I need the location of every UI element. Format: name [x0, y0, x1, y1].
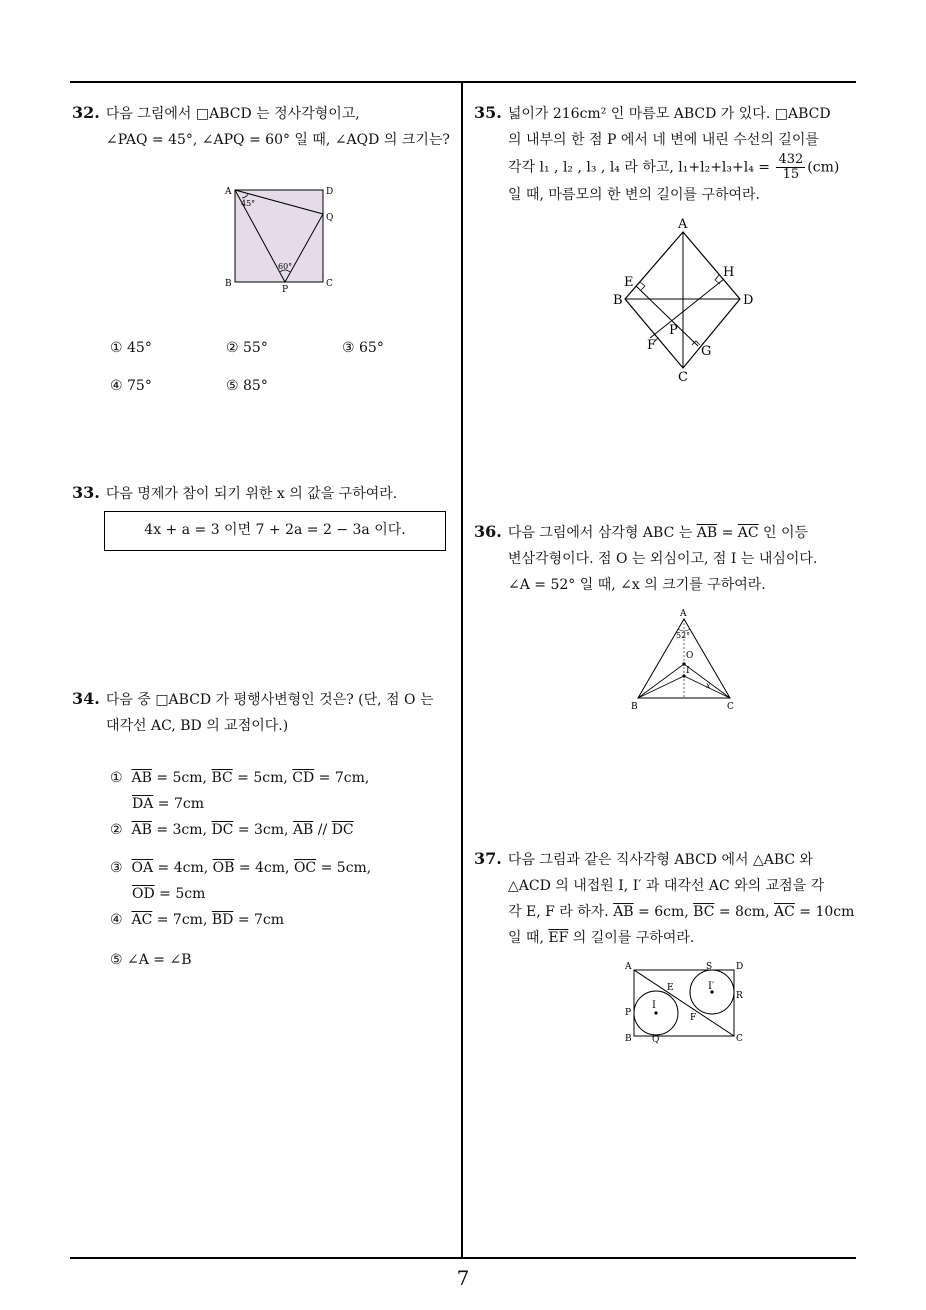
- q37-label-F: F: [690, 1013, 697, 1023]
- q37-label-P: P: [625, 1008, 632, 1018]
- q37-line3: 각 E, F 라 하자. $\overline{AB} = 6cm$, $\overline{BC} = 8cm$, $\overline{AC} = 10cm$: [508, 904, 855, 920]
- q36-figure: [626, 606, 746, 714]
- q34-choice-1-cont: $\overline{DA} = 7cm$: [132, 796, 204, 812]
- q34-choice-1[interactable]: ① $\overline{AB} = 5cm$, $\overline{BC} = 5cm$, $\overline{CD} = 7cm$,: [110, 770, 370, 786]
- q34-line1: 다음 중 □ABCD 가 평행사변형인 것은? (단, 점 O 는: [105, 692, 434, 708]
- column-divider: [461, 83, 463, 1259]
- top-rule: [70, 81, 856, 83]
- q32-label-C: C: [326, 279, 333, 289]
- q32-label-Q: Q: [326, 213, 334, 223]
- q32-label-D: D: [326, 187, 334, 197]
- question-34: [72, 686, 457, 739]
- q35-label-A: A: [678, 217, 688, 232]
- q34-number: 34.: [72, 689, 100, 708]
- q36-angle-52: 52°: [676, 631, 691, 640]
- q37-label-E: E: [667, 983, 674, 993]
- q32-choice-4[interactable]: ④ 75°: [110, 378, 152, 394]
- question-36: 36. 다음 그림에서 삼각형 ABC 는 $\overline{AB} = \overline{AC}$ 인 이등 변삼각형이다. 점 O 는 외심이고, 점 I 는 내심이다. ∠A = 52° 일 때, ∠x 의 크기를 구하여라.: [474, 519, 864, 598]
- q32-figure: [215, 180, 345, 295]
- q32-choice-3[interactable]: ③ 65°: [342, 340, 384, 356]
- q36-label-I: I: [686, 666, 690, 676]
- q37-label-Q: Q: [652, 1035, 660, 1045]
- q32-choice-5[interactable]: ⑤ 85°: [226, 378, 268, 394]
- q32-angle-45: 45°: [241, 199, 256, 208]
- q35-label-P: P: [669, 323, 678, 338]
- q32-label-A: A: [225, 187, 232, 197]
- q37-line4: 일 때, $\overline{EF}$ 의 길이를 구하여라.: [508, 930, 695, 946]
- q34-choice-4[interactable]: ④ $\overline{AC} = 7cm$, $\overline{BD} = 7cm$: [110, 912, 285, 928]
- q34-choice-2[interactable]: ② $\overline{AB} = 3cm$, $\overline{DC} = 3cm$, $\overline{AB} // \overline{DC}$: [110, 822, 354, 838]
- q32-choice-2[interactable]: ② 55°: [226, 340, 268, 356]
- q32-label-B: B: [225, 279, 232, 289]
- question-37: [474, 846, 864, 951]
- q37-line1: 다음 그림과 같은 직사각형 ABCD 에서 △ABC 와: [507, 852, 814, 868]
- q35-label-H: H: [723, 265, 735, 280]
- q37-line2: △ACD 의 내접원 I, I′ 과 대각선 AC 와의 교점을 각: [508, 878, 825, 894]
- q32-line1: 32. 다음 그림에서 □ABCD 는 정사각형이고,: [72, 103, 360, 122]
- q35-line1: 넓이가 216cm² 인 마름모 ABCD 가 있다. □ABCD: [507, 106, 831, 122]
- q35-label-D: D: [743, 293, 754, 308]
- q32-angle-60: 60°: [278, 262, 293, 271]
- question-33: [72, 480, 457, 507]
- q36-label-x: x: [706, 681, 711, 690]
- q36-label-C: C: [727, 702, 734, 712]
- q34-choice-5[interactable]: ⑤ ∠A = ∠B: [110, 952, 192, 968]
- q35-label-G: G: [701, 344, 712, 359]
- q35-label-E: E: [624, 275, 634, 290]
- q37-number: 37.: [474, 849, 502, 868]
- q36-label-A: A: [680, 609, 687, 619]
- q37-label-B: B: [625, 1034, 632, 1044]
- q35-label-C: C: [678, 370, 688, 385]
- q36-number: 36.: [474, 522, 502, 541]
- q34-choice-3-cont: $\overline{OD} = 5cm$: [132, 886, 206, 902]
- q37-label-R: R: [736, 991, 743, 1001]
- q36-label-O: O: [686, 651, 694, 661]
- q37-label-C: C: [736, 1034, 743, 1044]
- question-35: [474, 100, 864, 208]
- q37-figure: [620, 958, 750, 1048]
- q35-figure: [605, 212, 765, 387]
- q35-line2: 의 내부의 한 점 P 에서 네 변에 내린 수선의 길이를: [508, 132, 819, 148]
- bottom-rule: [70, 1257, 856, 1259]
- q35-label-F: F: [647, 338, 657, 353]
- q33-number: 33.: [72, 483, 100, 502]
- q37-label-A: A: [625, 962, 632, 972]
- q32-choice-1[interactable]: ① 45°: [110, 340, 152, 356]
- q32-label-P: P: [282, 285, 289, 295]
- q32-line2: ∠PAQ = 45°, ∠APQ = 60° 일 때, ∠AQD 의 크기는?: [106, 132, 450, 148]
- q35-label-B: B: [613, 293, 623, 308]
- q32-number: 32.: [72, 103, 100, 122]
- q37-label-I2: I′: [708, 981, 715, 992]
- q36-label-B: B: [631, 702, 638, 712]
- q34-choice-3[interactable]: ③ $\overline{OA} = 4cm$, $\overline{OB} = 4cm$, $\overline{OC} = 5cm$,: [110, 860, 372, 876]
- q37-label-S: S: [706, 962, 713, 972]
- q35-number: 35.: [474, 103, 502, 122]
- q35-fraction: $\frac{432}{15}$: [778, 152, 804, 182]
- q37-label-I: I: [652, 1000, 656, 1011]
- q33-statement-box: 4x + a = 3 이면 7 + 2a = 2 − 3a 이다.: [104, 511, 446, 551]
- q35-line3: 각각 l₁ , l₂ , l₃ , l₄ 라 하고, l₁+l₂+l₃+l₄ = $\frac{432}{15}$ (cm): [508, 152, 840, 182]
- q34-line2: 대각선 AC, BD 의 교점이다.): [106, 718, 289, 734]
- question-32: [72, 100, 457, 153]
- q36-line2: 변삼각형이다. 점 O 는 외심이고, 점 I 는 내심이다.: [508, 551, 818, 567]
- page-number: 7: [456, 1266, 470, 1290]
- q37-label-D: D: [736, 962, 744, 972]
- q36-line3: ∠A = 52° 일 때, ∠x 의 크기를 구하여라.: [508, 577, 766, 593]
- q35-line4: 일 때, 마름모의 한 변의 길이를 구하여라.: [508, 187, 760, 203]
- q33-text: 다음 명제가 참이 되기 위한 x 의 값을 구하여라.: [105, 486, 398, 502]
